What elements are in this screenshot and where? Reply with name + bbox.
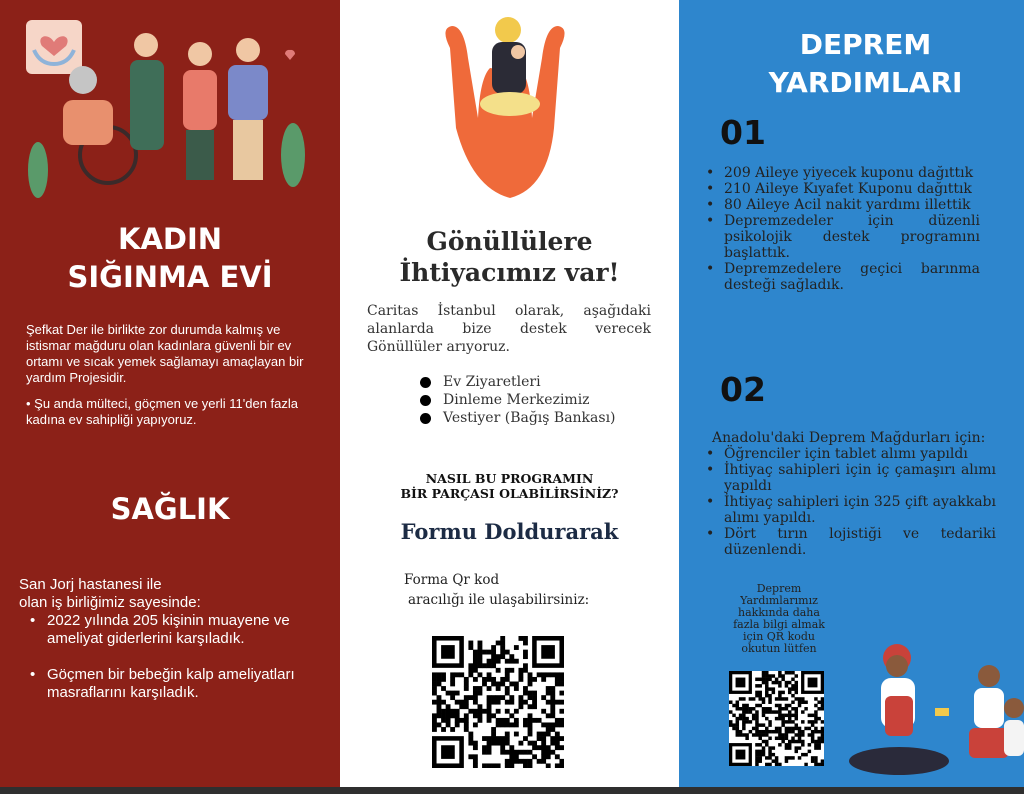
list-item: • Öğrenciler için tablet alımı yapıldı [724,446,996,462]
list-item [420,391,616,409]
form-title: Formu Doldurarak [400,519,619,544]
list-item: • 209 Aileye yiyecek kuponu dağıttık [724,165,980,181]
bullet-icon [420,413,431,424]
page-bottom-edge [0,787,1024,794]
earthquake-qr-code[interactable] [729,671,824,766]
list-item: • 2022 yılında 205 kişinin muayene ve ameliyat giderlerini karşıladık. [47,612,327,648]
title-line: DEPREM [799,28,932,61]
earthquake-aid-list-1 [724,165,980,293]
area-label: Ev Ziyaretleri [443,374,541,390]
kadin-siginma-evi-title [0,220,340,296]
list-item [420,409,616,427]
right-panel [679,0,1024,787]
saglik-list [47,612,327,702]
intro-line: San Jorj hastanesi ile [19,576,162,593]
intro-line: olan iş birliğimiz sayesinde: [19,594,201,611]
section-number: 02 [720,370,766,409]
list-item [420,373,616,391]
bullet-icon [420,377,431,388]
caregivers-illustration [18,30,318,200]
list-item: • Depremzedeler için düzenli psikolojik destek programını başlattık. [724,213,980,261]
list-item: • İhtiyaç sahipleri için 325 çift ayakkabı alımı yapıldı. [724,494,996,526]
qr-info-note [724,583,834,655]
heading-line: BİR PARÇASI OLABİLİRSİNİZ? [400,486,619,501]
note-line: Deprem [756,582,802,595]
list-item: • 210 Aileye Kıyafet Kuponu dağıttık [724,181,980,197]
volunteer-areas-list [420,373,616,427]
title-line: Gönüllülere [426,227,593,256]
list-2-heading: Anadolu'daki Deprem Mağdurları için: [712,430,986,446]
earthquake-aid-list-2 [724,446,996,558]
middle-panel [340,0,679,787]
title-line: KADIN [117,222,223,256]
saglik-intro [19,576,319,612]
volunteer-with-children-illustration [839,636,1024,786]
bullet-icon [420,395,431,406]
saglik-title: SAĞLIK [110,492,230,526]
title-line: İhtiyacımız var! [399,258,620,287]
kadin-description: Şefkat Der ile birlikte zor durumda kalmış ve istismar mağduru olan kadınlara güvenli bir ev ortamı ve sıcak yemek sağlamayı amaçlayan bir yardım Projesidir. [26,322,304,385]
kadin-note: • Şu anda mülteci, göçmen ve yerli 11'den fazla kadına ev sahipliği yapıyoruz. [26,396,298,427]
list-item: • Dört tırın lojistiği ve tedariki düzenlendi. [724,526,996,558]
form-qr-code[interactable] [432,636,564,768]
note-line: okutun lütfen [741,642,817,655]
instruction-line: aracılığı ile ulaşabilirsiniz: [408,592,590,608]
note-line: Yardımlarımız [740,594,818,607]
hands-holding-person-illustration [430,8,590,203]
section-number: 01 [720,113,766,152]
list-item: • Göçmen bir bebeğin kalp ameliyatları masraflarını karşıladık. [47,666,327,702]
list-item: • 80 Aileye Acil nakit yardımı illettik [724,197,980,213]
heading-line: NASIL BU PROGRAMIN [425,471,594,486]
how-to-join-heading [340,471,679,501]
deprem-yardimlari-title [679,26,1024,102]
left-panel [0,0,340,787]
title-line: YARDIMLARI [768,66,963,99]
note-line: hakkında daha [738,606,820,619]
instruction-line: Forma Qr kod [404,572,500,588]
list-item: • İhtiyaç sahipleri için iç çamaşırı alımı yapıldı [724,462,996,494]
area-label: Dinleme Merkezimiz [443,392,590,408]
list-item: • Depremzedelere geçici barınma desteği sağladık. [724,261,980,293]
note-line: için QR kodu [743,630,815,643]
title-line: SIĞINMA EVİ [67,260,273,294]
volunteers-title [340,226,679,288]
area-label: Vestiyer (Bağış Bankası) [443,410,616,426]
qr-instructions [404,570,634,610]
note-line: fazla bilgi almak [733,618,825,631]
volunteers-intro: Caritas İstanbul olarak, aşağıdaki alanlarda bize destek verecek Gönüllüler arıyoruz. [367,303,651,355]
